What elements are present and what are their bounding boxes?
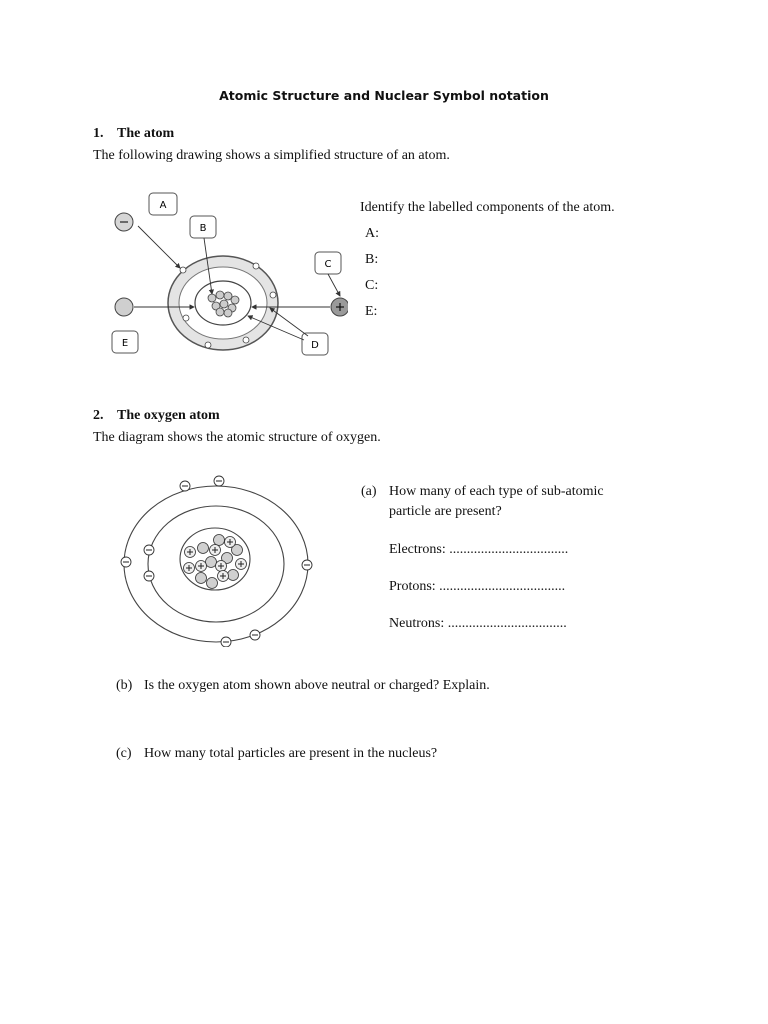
label-b: B (199, 223, 207, 234)
answer-label-b: B: (365, 252, 379, 267)
neutron-icon (115, 298, 133, 316)
question-c (116, 746, 437, 762)
page-title: Atomic Structure and Nuclear Symbol notation (219, 88, 549, 103)
section1-intro: The following drawing shows a simplified structure of an atom. (93, 148, 450, 163)
question-c-label: (c) (116, 746, 132, 761)
question-b-text: Is the oxygen atom shown above neutral or charged? Explain. (144, 678, 490, 693)
protons-answer-line: Protons: .................................... (389, 579, 566, 594)
oxygen-atom-diagram (115, 472, 315, 647)
section2-number: 2. (93, 408, 104, 423)
label-d: D (311, 340, 319, 351)
electrons-answer-line: Electrons: .................................. (389, 542, 569, 557)
section1-instruction: Identify the labelled components of the atom. (360, 200, 615, 215)
question-c-text: How many total particles are present in the nucleus? (144, 746, 438, 761)
section1-heading (93, 126, 174, 142)
answer-label-a: A: (365, 226, 379, 241)
question-a (361, 482, 661, 522)
label-c: C (324, 259, 332, 270)
question-b (116, 678, 490, 694)
section1-title: The atom (117, 126, 175, 141)
answer-label-c: C: (365, 278, 379, 293)
question-a-line2: particle are present? (389, 504, 502, 519)
question-a-label: (a) (361, 484, 377, 499)
section2-title: The oxygen atom (117, 408, 220, 423)
neutrons-answer-line: Neutrons: .................................. (389, 616, 567, 631)
atom-structure-diagram (108, 190, 348, 360)
section2-intro: The diagram shows the atomic structure of oxygen. (93, 430, 381, 445)
answer-label-e: E: (365, 304, 378, 319)
section2-heading (93, 408, 220, 424)
question-b-label: (b) (116, 678, 133, 693)
question-a-line1: How many of each type of sub-atomic (389, 484, 604, 499)
label-a: A (159, 200, 167, 211)
label-e: E (121, 338, 129, 349)
section1-number: 1. (93, 126, 104, 141)
